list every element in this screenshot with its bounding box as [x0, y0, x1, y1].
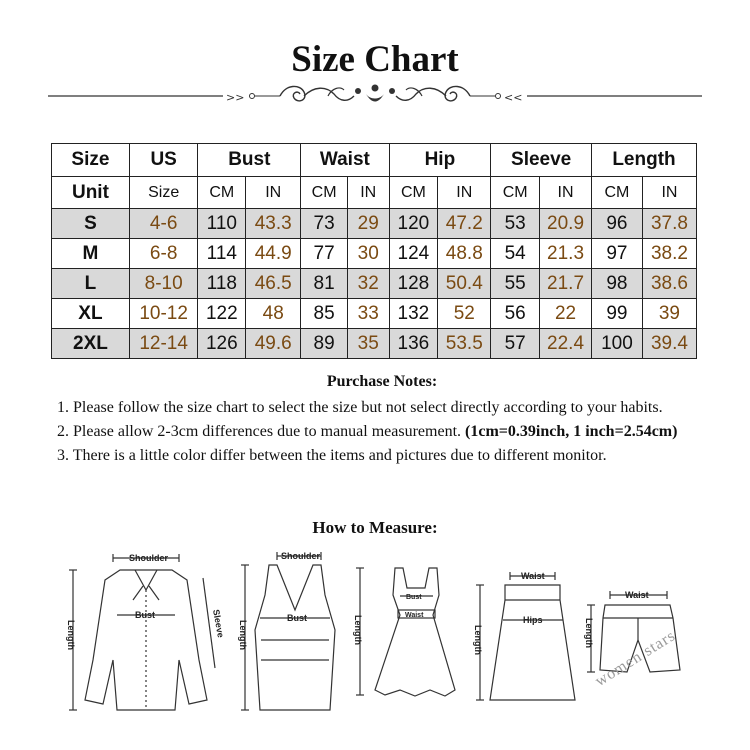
cm-cell: 110 [198, 209, 246, 239]
in-cell: 39.4 [642, 329, 696, 359]
table-row [52, 329, 697, 359]
size-cell: S [52, 209, 130, 239]
unit-label: Unit [52, 177, 130, 209]
skirt-illustration [476, 572, 575, 700]
cm-cell: 100 [592, 329, 643, 359]
size-cell: XL [52, 299, 130, 329]
top-length-label: Length [238, 620, 248, 650]
in-cell: 21.7 [540, 269, 592, 299]
purchase-notes [57, 370, 707, 468]
unit-cell: IN [540, 177, 592, 209]
note-3: 3. There is a little color differ between the items and pictures due to different monitor. [57, 447, 607, 464]
shirt-bust-label: Bust [135, 610, 155, 620]
in-cell: 52 [438, 299, 491, 329]
cm-cell: 56 [491, 299, 540, 329]
size-cell: L [52, 269, 130, 299]
dress-length-label: Length [353, 615, 363, 645]
skirt-waist-label: Waist [521, 571, 545, 581]
in-cell: 53.5 [438, 329, 491, 359]
shorts-length-label: Length [584, 618, 594, 648]
table-row [52, 299, 697, 329]
unit-cell: CM [592, 177, 643, 209]
unit-cell: CM [301, 177, 348, 209]
shirt-sleeve-label: Sleeve [211, 608, 226, 639]
us-size-cell: 8-10 [129, 269, 198, 299]
header-bust: Bust [198, 144, 301, 177]
table-row [52, 239, 697, 269]
in-cell: 29 [347, 209, 389, 239]
measurement-illustrations [55, 540, 705, 720]
cm-cell: 99 [592, 299, 643, 329]
cm-cell: 85 [301, 299, 348, 329]
cm-cell: 89 [301, 329, 348, 359]
dress-bust-label: Bust [406, 594, 422, 601]
top-shoulder-label: Shoulder [281, 551, 321, 561]
cm-cell: 136 [389, 329, 438, 359]
size-chart-table [51, 143, 697, 359]
in-cell: 39 [642, 299, 696, 329]
note-2 [57, 420, 707, 444]
ornament-divider [48, 82, 702, 112]
table-row [52, 269, 697, 299]
in-cell: 21.3 [540, 239, 592, 269]
top-illustration [241, 552, 335, 710]
header-us: US [129, 144, 198, 177]
svg-text:<<: << [504, 91, 523, 104]
cm-cell: 98 [592, 269, 643, 299]
top-bust-label: Bust [287, 613, 307, 623]
header-sleeve: Sleeve [491, 144, 592, 177]
in-cell: 47.2 [438, 209, 491, 239]
cm-cell: 55 [491, 269, 540, 299]
cm-cell: 77 [301, 239, 348, 269]
us-size-cell: 10-12 [129, 299, 198, 329]
cm-cell: 54 [491, 239, 540, 269]
in-cell: 38.6 [642, 269, 696, 299]
us-size-cell: 12-14 [129, 329, 198, 359]
svg-text:>>: >> [226, 91, 245, 104]
cm-cell: 128 [389, 269, 438, 299]
unit-cell: CM [491, 177, 540, 209]
unit-us: Size [129, 177, 198, 209]
in-cell: 44.9 [246, 239, 301, 269]
in-cell: 48 [246, 299, 301, 329]
in-cell: 22.4 [540, 329, 592, 359]
shirt-illustration [69, 554, 215, 710]
skirt-length-label: Length [473, 625, 483, 655]
unit-cell: IN [347, 177, 389, 209]
cm-cell: 73 [301, 209, 348, 239]
header-size: Size [52, 144, 130, 177]
in-cell: 32 [347, 269, 389, 299]
cm-cell: 81 [301, 269, 348, 299]
cm-cell: 124 [389, 239, 438, 269]
in-cell: 49.6 [246, 329, 301, 359]
cm-cell: 97 [592, 239, 643, 269]
skirt-hips-label: Hips [523, 615, 543, 625]
table-header-row [52, 144, 697, 177]
page-title: Size Chart [291, 39, 459, 80]
how-to-measure-title: How to Measure: [312, 518, 438, 537]
notes-heading: Purchase Notes: [326, 373, 438, 390]
cm-cell: 122 [198, 299, 246, 329]
header-waist: Waist [301, 144, 389, 177]
size-cell: 2XL [52, 329, 130, 359]
in-cell: 35 [347, 329, 389, 359]
in-cell: 46.5 [246, 269, 301, 299]
in-cell: 48.8 [438, 239, 491, 269]
header-length: Length [592, 144, 697, 177]
unit-cell: IN [246, 177, 301, 209]
in-cell: 20.9 [540, 209, 592, 239]
us-size-cell: 4-6 [129, 209, 198, 239]
shirt-shoulder-label: Shoulder [129, 553, 169, 563]
in-cell: 43.3 [246, 209, 301, 239]
in-cell: 22 [540, 299, 592, 329]
in-cell: 37.8 [642, 209, 696, 239]
shirt-length-label: Length [66, 620, 76, 650]
table-row [52, 209, 697, 239]
in-cell: 38.2 [642, 239, 696, 269]
cm-cell: 114 [198, 239, 246, 269]
cm-cell: 57 [491, 329, 540, 359]
shorts-waist-label: Waist [625, 590, 649, 600]
dress-illustration [356, 568, 455, 696]
note-2-text: 2. Please allow 2-3cm differences due to manual measurement. [57, 423, 462, 440]
cm-cell: 132 [389, 299, 438, 329]
dress-waist-label: Waist [405, 612, 424, 619]
header-hip: Hip [389, 144, 491, 177]
cm-cell: 118 [198, 269, 246, 299]
in-cell: 33 [347, 299, 389, 329]
note-1: 1. Please follow the size chart to select the size but not select directly according to your habits. [57, 399, 663, 416]
in-cell: 50.4 [438, 269, 491, 299]
unit-cell: IN [438, 177, 491, 209]
unit-cell: CM [389, 177, 438, 209]
cm-cell: 53 [491, 209, 540, 239]
watermark: women stars [592, 627, 679, 691]
unit-cell: CM [198, 177, 246, 209]
size-cell: M [52, 239, 130, 269]
cm-cell: 126 [198, 329, 246, 359]
cm-cell: 96 [592, 209, 643, 239]
table-unit-row [52, 177, 697, 209]
in-cell: 30 [347, 239, 389, 269]
cm-cell: 120 [389, 209, 438, 239]
us-size-cell: 6-8 [129, 239, 198, 269]
note-2-conversion: (1cm=0.39inch, 1 inch=2.54cm) [465, 423, 678, 440]
unit-cell: IN [642, 177, 696, 209]
